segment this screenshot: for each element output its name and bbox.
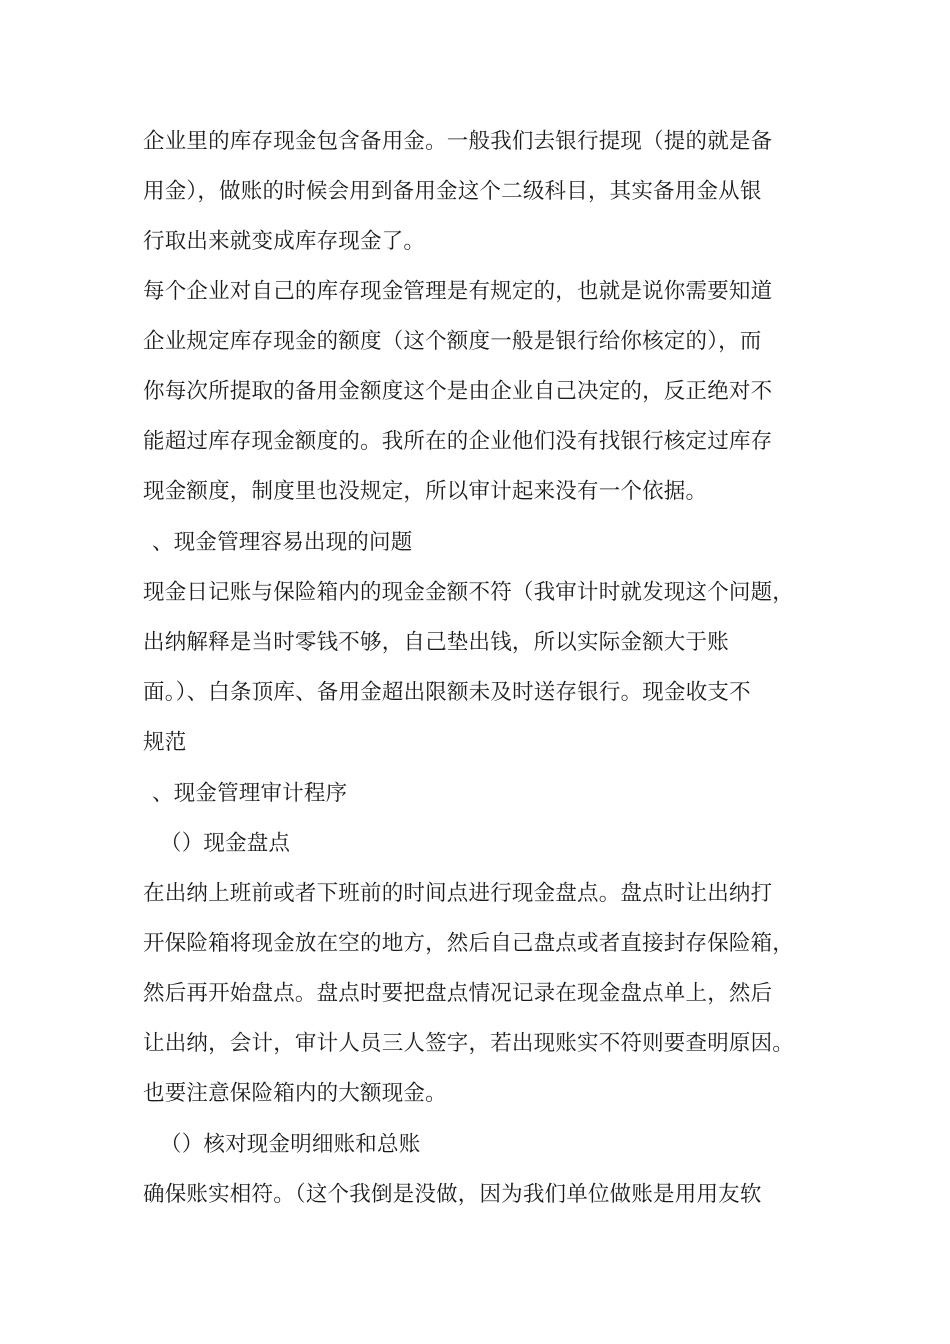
text-line: 也要注意保险箱内的大额现金。 (143, 1081, 447, 1106)
subsection-heading: （）核对现金明细账和总账 (160, 1132, 421, 1157)
text-line: 在出纳上班前或者下班前的时间点进行现金盘点。盘点时让出纳打 (143, 881, 773, 906)
text-line: 现金额度，制度里也没规定，所以审计起来没有一个依据。 (143, 479, 708, 504)
text-line: 行取出来就变成库存现金了。 (143, 229, 426, 254)
subsection-heading: （）现金盘点 (160, 831, 291, 856)
text-line: 企业里的库存现金包含备用金。一般我们去银行提现（提的就是备 (143, 129, 773, 154)
text-line: 开保险箱将现金放在空的地方，然后自己盘点或者直接封存保险箱， (143, 931, 795, 956)
text-line: 规范 (143, 730, 187, 755)
text-line: 然后再开始盘点。盘点时要把盘点情况记录在现金盘点单上，然后 (143, 981, 773, 1006)
text-line: 现金日记账与保险箱内的现金金额不符（我审计时就发现这个问题， (143, 580, 795, 605)
text-line: 每个企业对自己的库存现金管理是有规定的，也就是说你需要知道 (143, 279, 773, 304)
section-heading: 、现金管理容易出现的问题 (152, 530, 413, 555)
text-line: 能超过库存现金额度的。我所在的企业他们没有找银行核定过库存 (143, 429, 773, 454)
text-line: 用金），做账的时候会用到备用金这个二级科目，其实备用金从银 (143, 179, 762, 204)
text-line: 面。）、白条顶库、备用金超出限额未及时送存银行。现金收支不 (143, 680, 751, 705)
text-line: 企业规定库存现金的额度（这个额度一般是银行给你核定的），而 (143, 329, 762, 354)
text-line: 你每次所提取的备用金额度这个是由企业自己决定的，反正绝对不 (143, 379, 773, 404)
section-heading: 、现金管理审计程序 (152, 781, 348, 806)
text-line: 出纳解释是当时零钱不够，自己垫出钱，所以实际金额大于账 (143, 630, 729, 655)
text-line: 让出纳，会计，审计人员三人签字，若出现账实不符则要查明原因。 (143, 1031, 795, 1056)
text-line: 确保账实相符。（这个我倒是没做，因为我们单位做账是用用友软 (143, 1182, 762, 1207)
